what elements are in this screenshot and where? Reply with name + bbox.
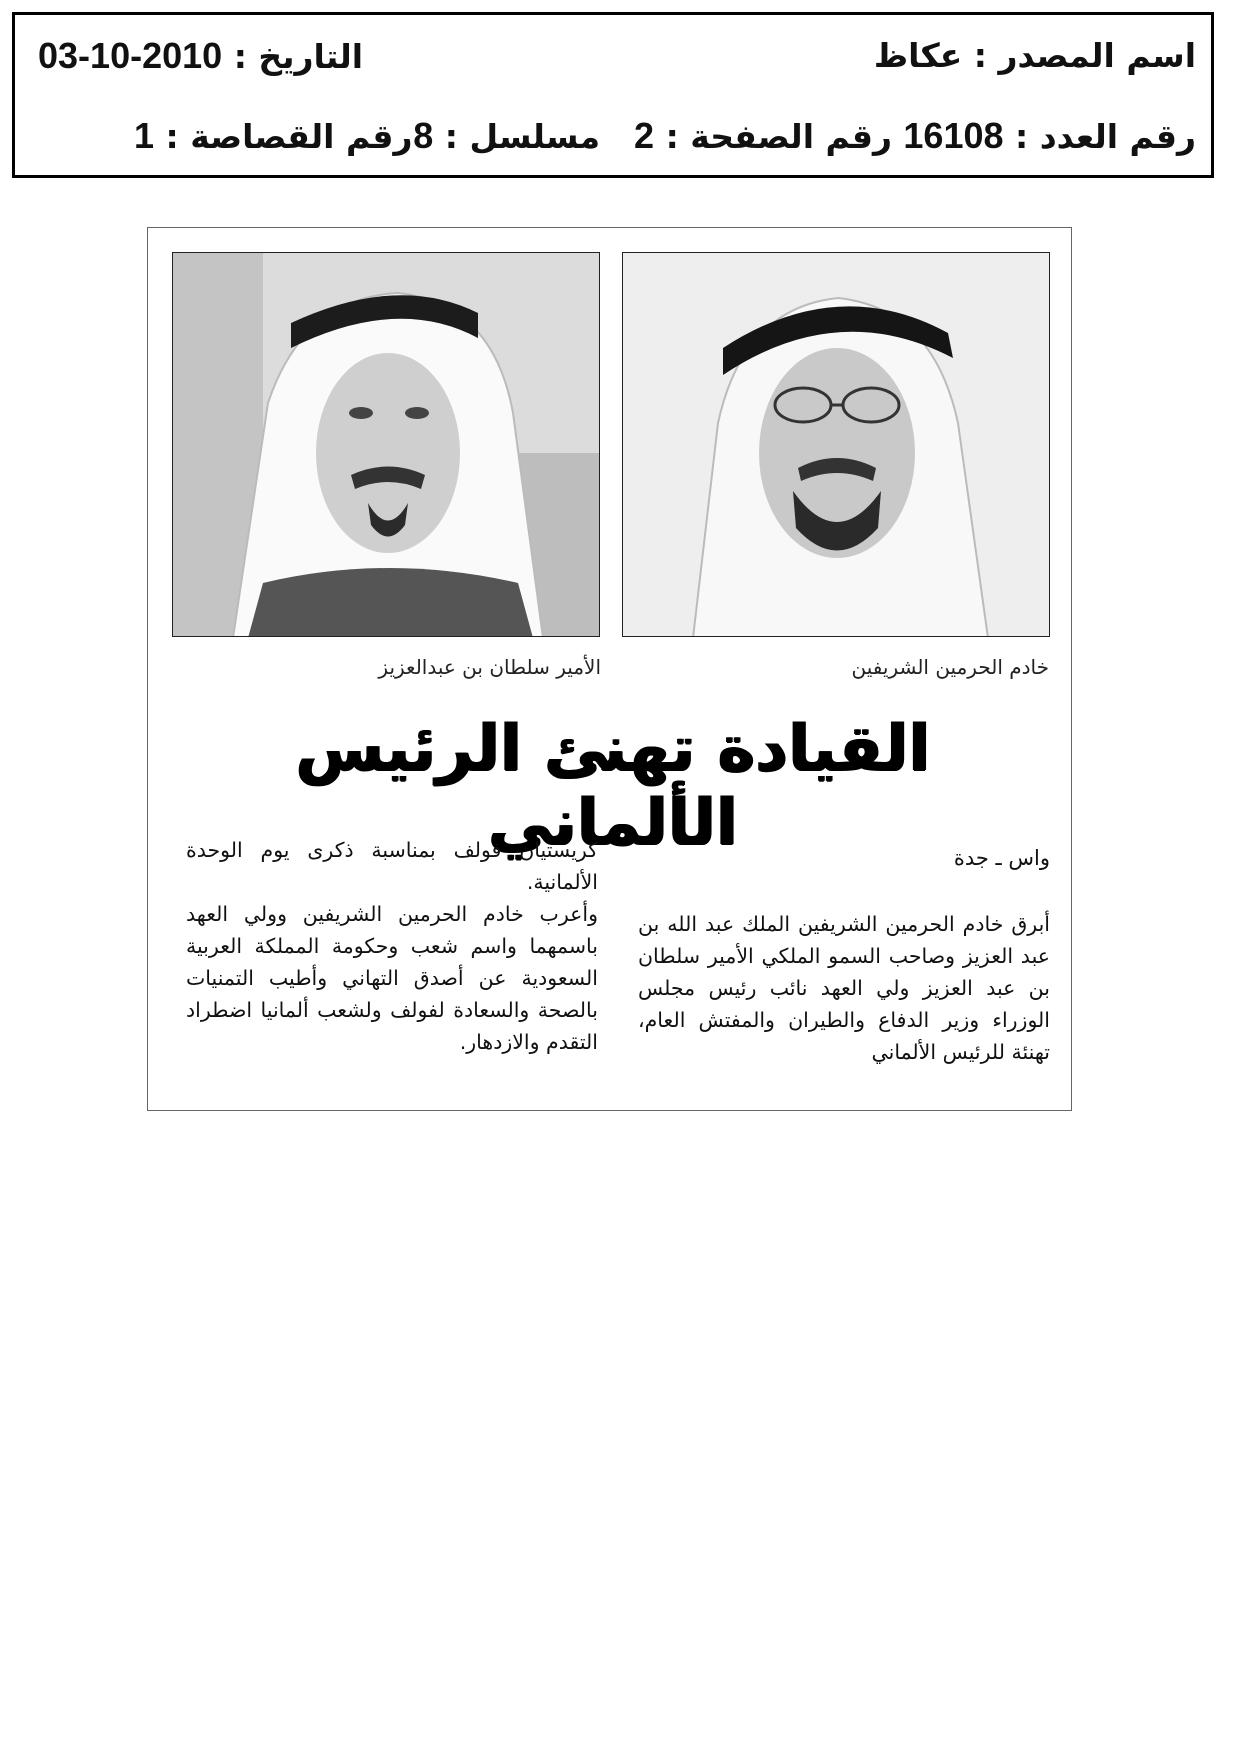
serial-value: 8: [413, 115, 434, 156]
headline: القيادة تهنئ الرئيس الألماني: [295, 712, 931, 860]
issue-value: 16108: [903, 115, 1004, 156]
byline: واس ـ جدة: [953, 846, 1050, 870]
issue-field: [903, 116, 1196, 157]
caption-king: خادم الحرمين الشريفين: [851, 655, 1049, 679]
serial-field: [413, 116, 600, 157]
clip-label: رقم القصاصة :: [165, 117, 413, 156]
article-paragraph: أبرق خادم الحرمين الشريفين الملك عبد الله بن عبد العزيز وصاحب السمو الملكي الأمير سلطان بن عبد العزيز ولي العهد نائب رئيس مجلس الوزراء وزير الدفاع والطيران والمفتش العام، تهنئة للرئيس الألماني: [638, 912, 1050, 1064]
source-field: [874, 36, 1196, 76]
page-value: 2: [634, 115, 655, 156]
serial-label: مسلسل :: [444, 117, 600, 156]
article-paragraph: كريستيان فولف بمناسبة ذكرى يوم الوحدة الألمانية.: [186, 838, 598, 894]
portrait-illustration: [173, 253, 600, 637]
date-label: التاريخ :: [233, 37, 364, 76]
photo-king: [622, 252, 1050, 637]
photo-prince: [172, 252, 600, 637]
issue-label: رقم العدد :: [1015, 117, 1196, 156]
caption-prince: الأمير سلطان بن عبدالعزيز: [378, 655, 601, 679]
clip-field: [134, 116, 412, 157]
article-column-left: [186, 834, 598, 1058]
clip-value: 1: [134, 115, 155, 156]
newspaper-clipping: [147, 227, 1072, 1111]
date-field: [38, 36, 363, 77]
page-field: [634, 116, 892, 157]
portrait-illustration: [623, 253, 1050, 637]
source-value: عكاظ: [873, 36, 963, 75]
source-label: اسم المصدر :: [973, 36, 1196, 75]
article-column-right: [638, 908, 1050, 1068]
date-value: 2010-10-03: [38, 35, 223, 76]
article-paragraph: وأعرب خادم الحرمين الشريفين وولي العهد باسمهما واسم شعب وحكومة المملكة العربية السعودية عن أصدق التهاني وأطيب التمنيات بالصحة والسعادة لفولف ولشعب ألمانيا اضطراد التقدم والازدهار.: [186, 902, 598, 1054]
page-label: رقم الصفحة :: [665, 117, 892, 156]
